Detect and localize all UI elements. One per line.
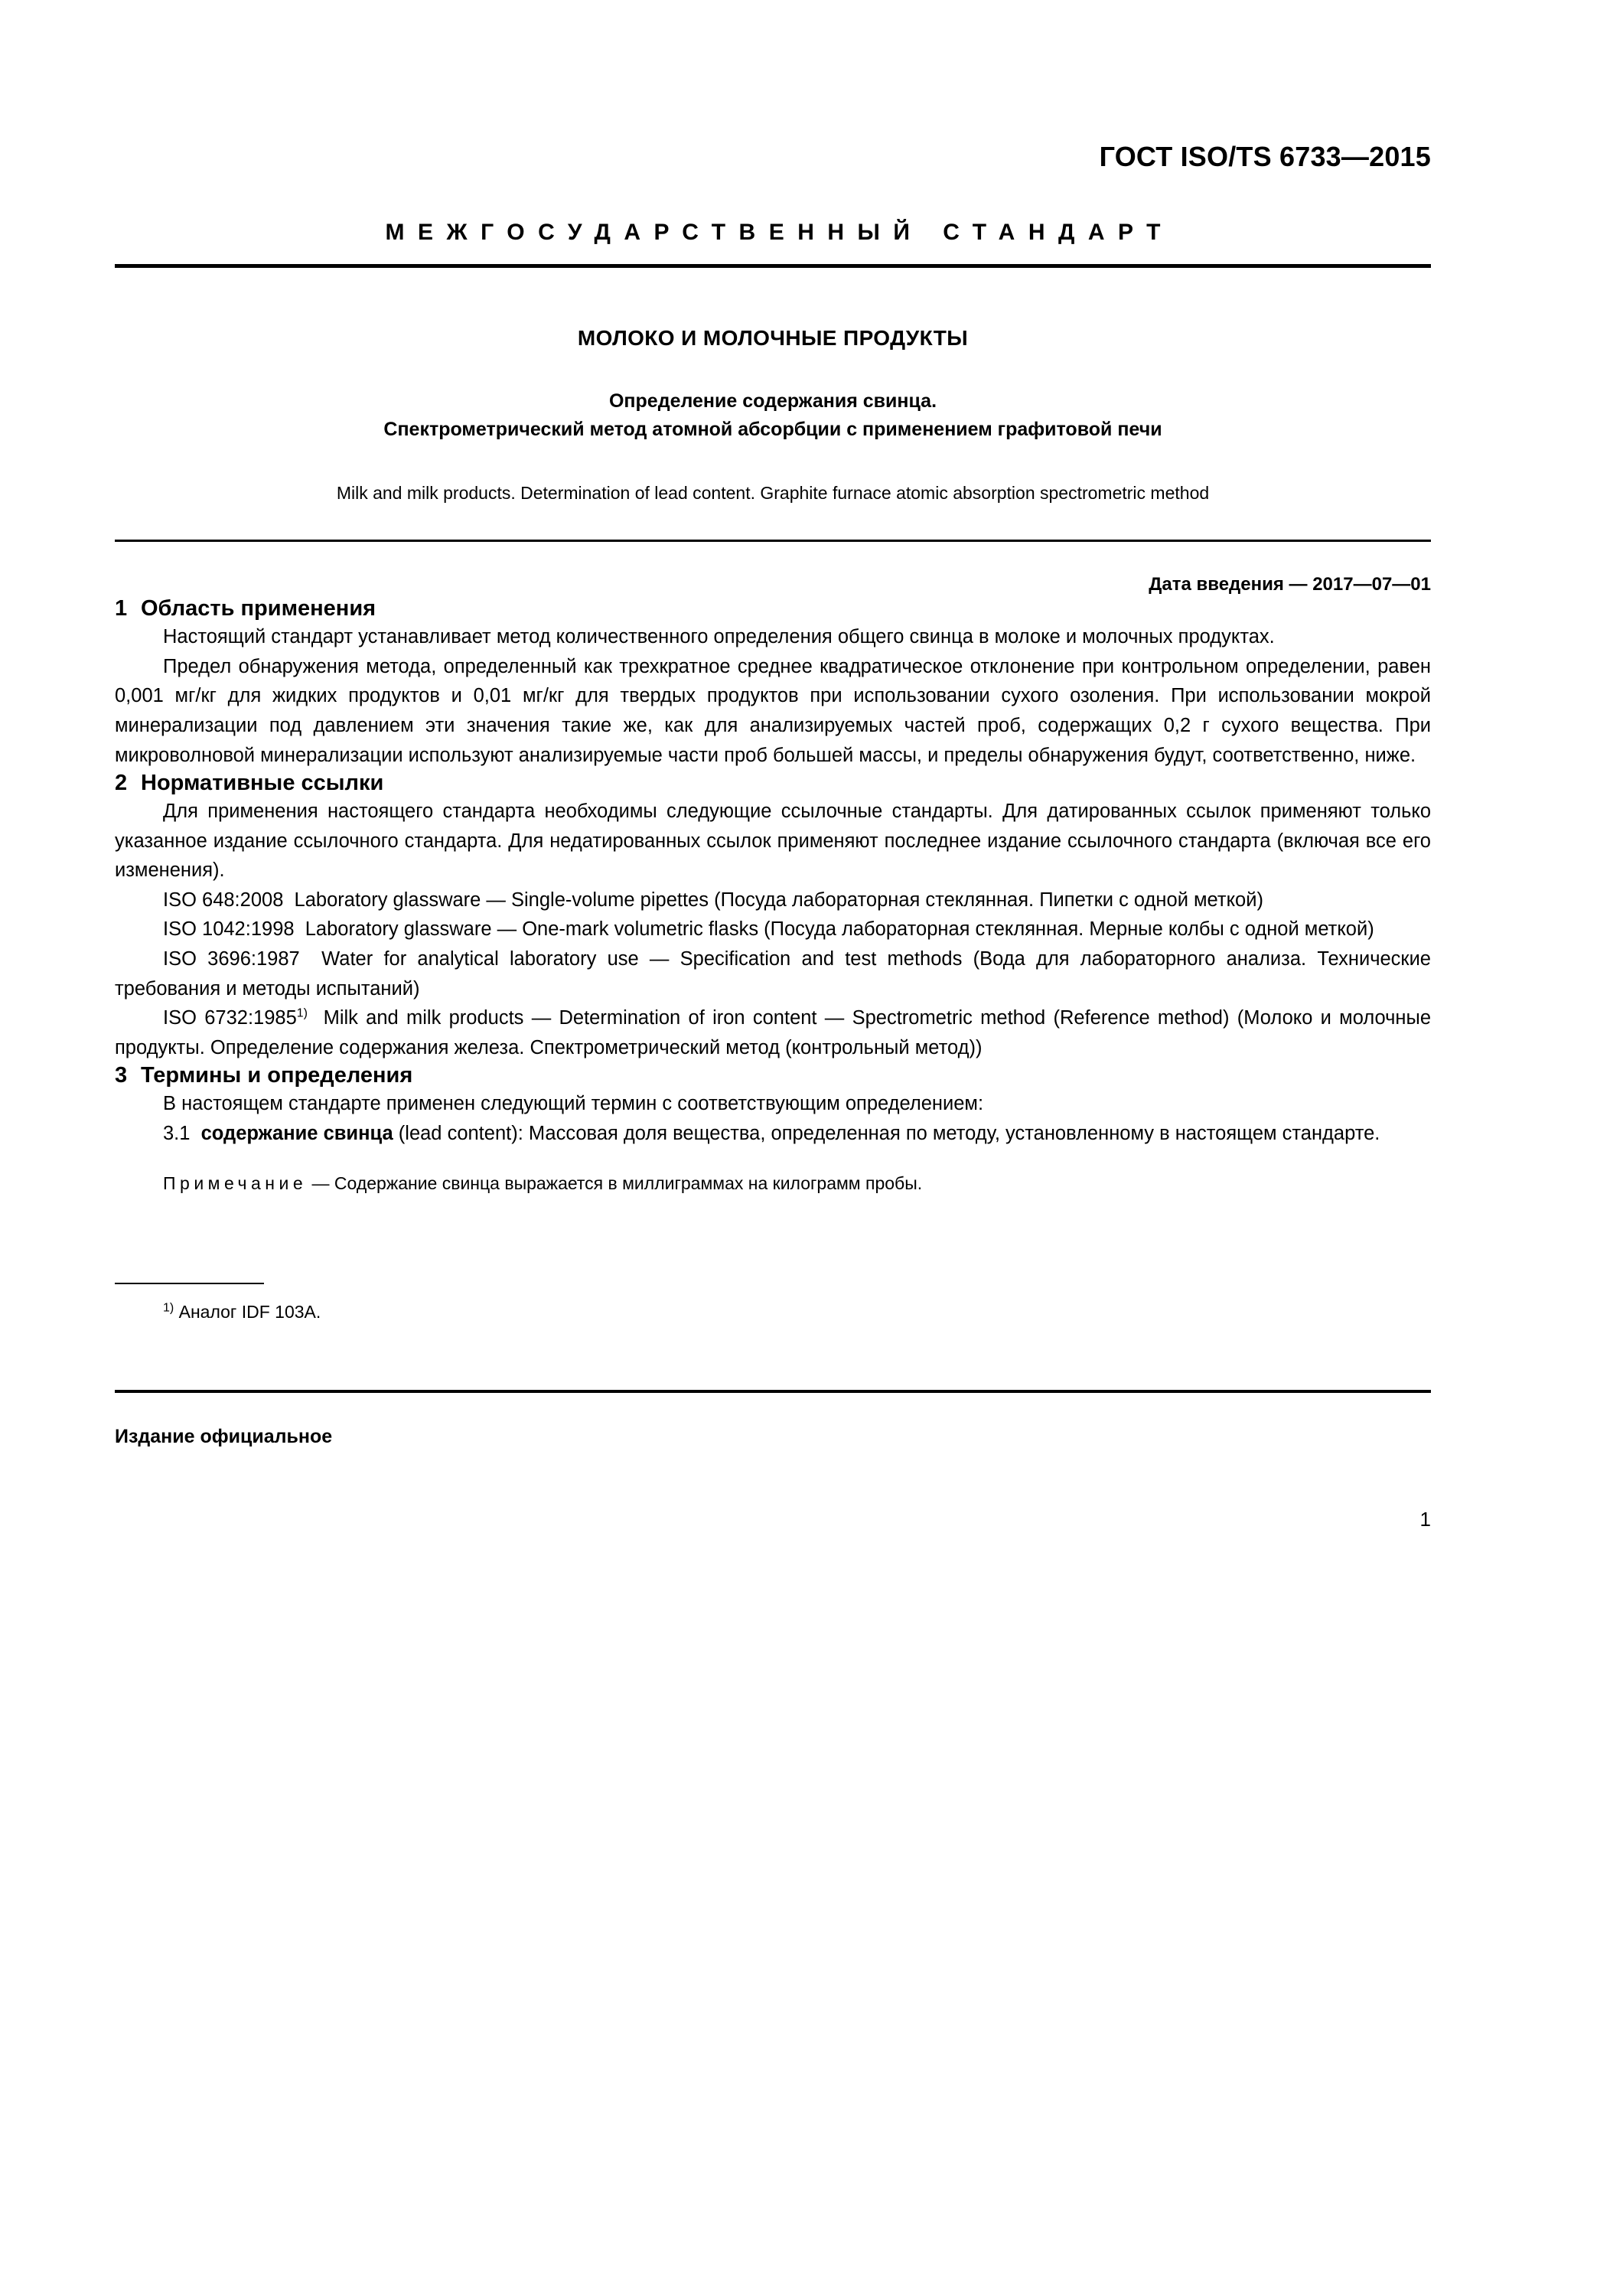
title-rule-wrapper — [115, 540, 1431, 542]
reference-text: Laboratory glassware — One-mark volumetric flasks (Посуда лабораторная стеклянная. Мерные колбы с одной меткой) — [305, 918, 1374, 941]
document-subtitle-line-1: Определение содержания свинца. — [608, 390, 937, 412]
note-label: Примечание — [163, 1173, 308, 1194]
section-2-paragraph-1: Для применения настоящего стандарта необходимы следующие ссылочные стандарты. Для датированных ссылок применяют только указанное издание ссылочного стандарта. Для недатированных ссылок применяют последнее издание ссылочного стандарта (включая все его изменения). — [115, 800, 1431, 882]
section-1-paragraph-2: Предел обнаружения метода, определенный как трехкратное среднее квадратическое отклонение при контрольном определении, равен 0,001 мг/кг для жидких продуктов и 0,01 мг/кг для твердых продуктов при использовании сухого озоления. При использовании мокрой минерализации под давлением эти значения такие же, как для анализируемых частей проб, содержащих 0,2 г сухого вещества. При микроволновой минерализации используют анализируемые части проб большей массы, и пределы обнаружения будут, соответственно, ниже. — [115, 655, 1431, 766]
section-number-1: 1 — [115, 596, 128, 621]
term-number: 3.1 — [163, 1122, 191, 1144]
footnote-separator-rule — [115, 1283, 264, 1284]
document-title-english: Milk and milk products. Determination of lead content. Graphite furnace atomic absorption spectrometric method — [336, 482, 1210, 503]
section-3-paragraph-1: В настоящем стандарте применен следующий термин с соответствующим определением: — [163, 1093, 984, 1115]
page-content — [115, 0, 1431, 1531]
reference-item — [115, 1003, 1431, 1062]
section-heading-1 — [115, 595, 1431, 622]
term-name: содержание свинца — [200, 1122, 393, 1144]
document-title-main: МОЛОКО И МОЛОЧНЫЕ ПРОДУКТЫ — [577, 326, 969, 351]
reference-text: Laboratory glassware — Single-volume pipettes (Посуда лабораторная стеклянная. Пипетки с одной меткой) — [294, 889, 1263, 911]
introduction-date: Дата введения — 2017—07—01 — [1149, 573, 1431, 595]
reference-text: Water for analytical laboratory use — Specification and test methods (Вода для лабораторного анализа. Технические требования и методы испытаний) — [115, 947, 1431, 1000]
section-number-2: 2 — [115, 771, 128, 796]
note-text: Содержание свинца выражается в миллиграммах на килограмм пробы. — [334, 1173, 923, 1194]
document-subtitle-line-2: Спектрометрический метод атомной абсорбции с применением графитовой печи — [383, 419, 1162, 441]
title-rule-bottom — [115, 540, 1431, 542]
section-heading-3 — [115, 1062, 1431, 1089]
term-text: (lead content): Массовая доля вещества, определенная по методу, установленному в настоящем стандарте. — [398, 1122, 1380, 1144]
official-edition-label: Издание официальное — [115, 1426, 333, 1448]
reference-code: ISO 6732:1985 — [163, 1007, 297, 1029]
footnote-number: 1) — [163, 1301, 174, 1315]
header-rule-top — [115, 264, 1431, 268]
section-heading-2 — [115, 770, 1431, 797]
footnote — [115, 1301, 1431, 1324]
section-title-1: Область применения — [141, 596, 376, 621]
reference-item — [115, 885, 1431, 915]
footnote-marker: 1) — [296, 1006, 308, 1020]
page-number: 1 — [1419, 1508, 1431, 1531]
section-1-paragraph-1: Настоящий стандарт устанавливает метод количественного определения общего свинца в молоке и молочных продуктах. — [163, 626, 1275, 648]
document-code: ГОСТ ISO/TS 6733—2015 — [1099, 141, 1431, 172]
reference-code: ISO 1042:1998 — [163, 918, 295, 941]
note-block — [115, 1169, 1431, 1197]
section-title-3: Термины и определения — [141, 1063, 413, 1088]
standard-type-heading: МЕЖГОСУДАРСТВЕННЫЙ СТАНДАРТ — [385, 219, 1174, 245]
document-title-sub — [115, 387, 1431, 445]
reference-code: ISO 648:2008 — [163, 889, 284, 911]
note-dash: — — [307, 1173, 334, 1194]
reference-text: Milk and milk products — Determination of iron content — Spectrometric method (Reference method) (Молоко и молочные продукты. Определение содержания железа. Спектрометрический метод (контрольный метод)) — [115, 1007, 1431, 1058]
footer-rule — [115, 1390, 1431, 1393]
reference-item — [115, 944, 1431, 1003]
section-number-3: 3 — [115, 1063, 128, 1088]
reference-code: ISO 3696:1987 — [163, 947, 300, 970]
reference-item — [115, 915, 1431, 944]
term-definition — [115, 1119, 1431, 1149]
footnote-text: Аналог IDF 103A. — [178, 1302, 321, 1322]
section-title-2: Нормативные ссылки — [141, 771, 384, 796]
